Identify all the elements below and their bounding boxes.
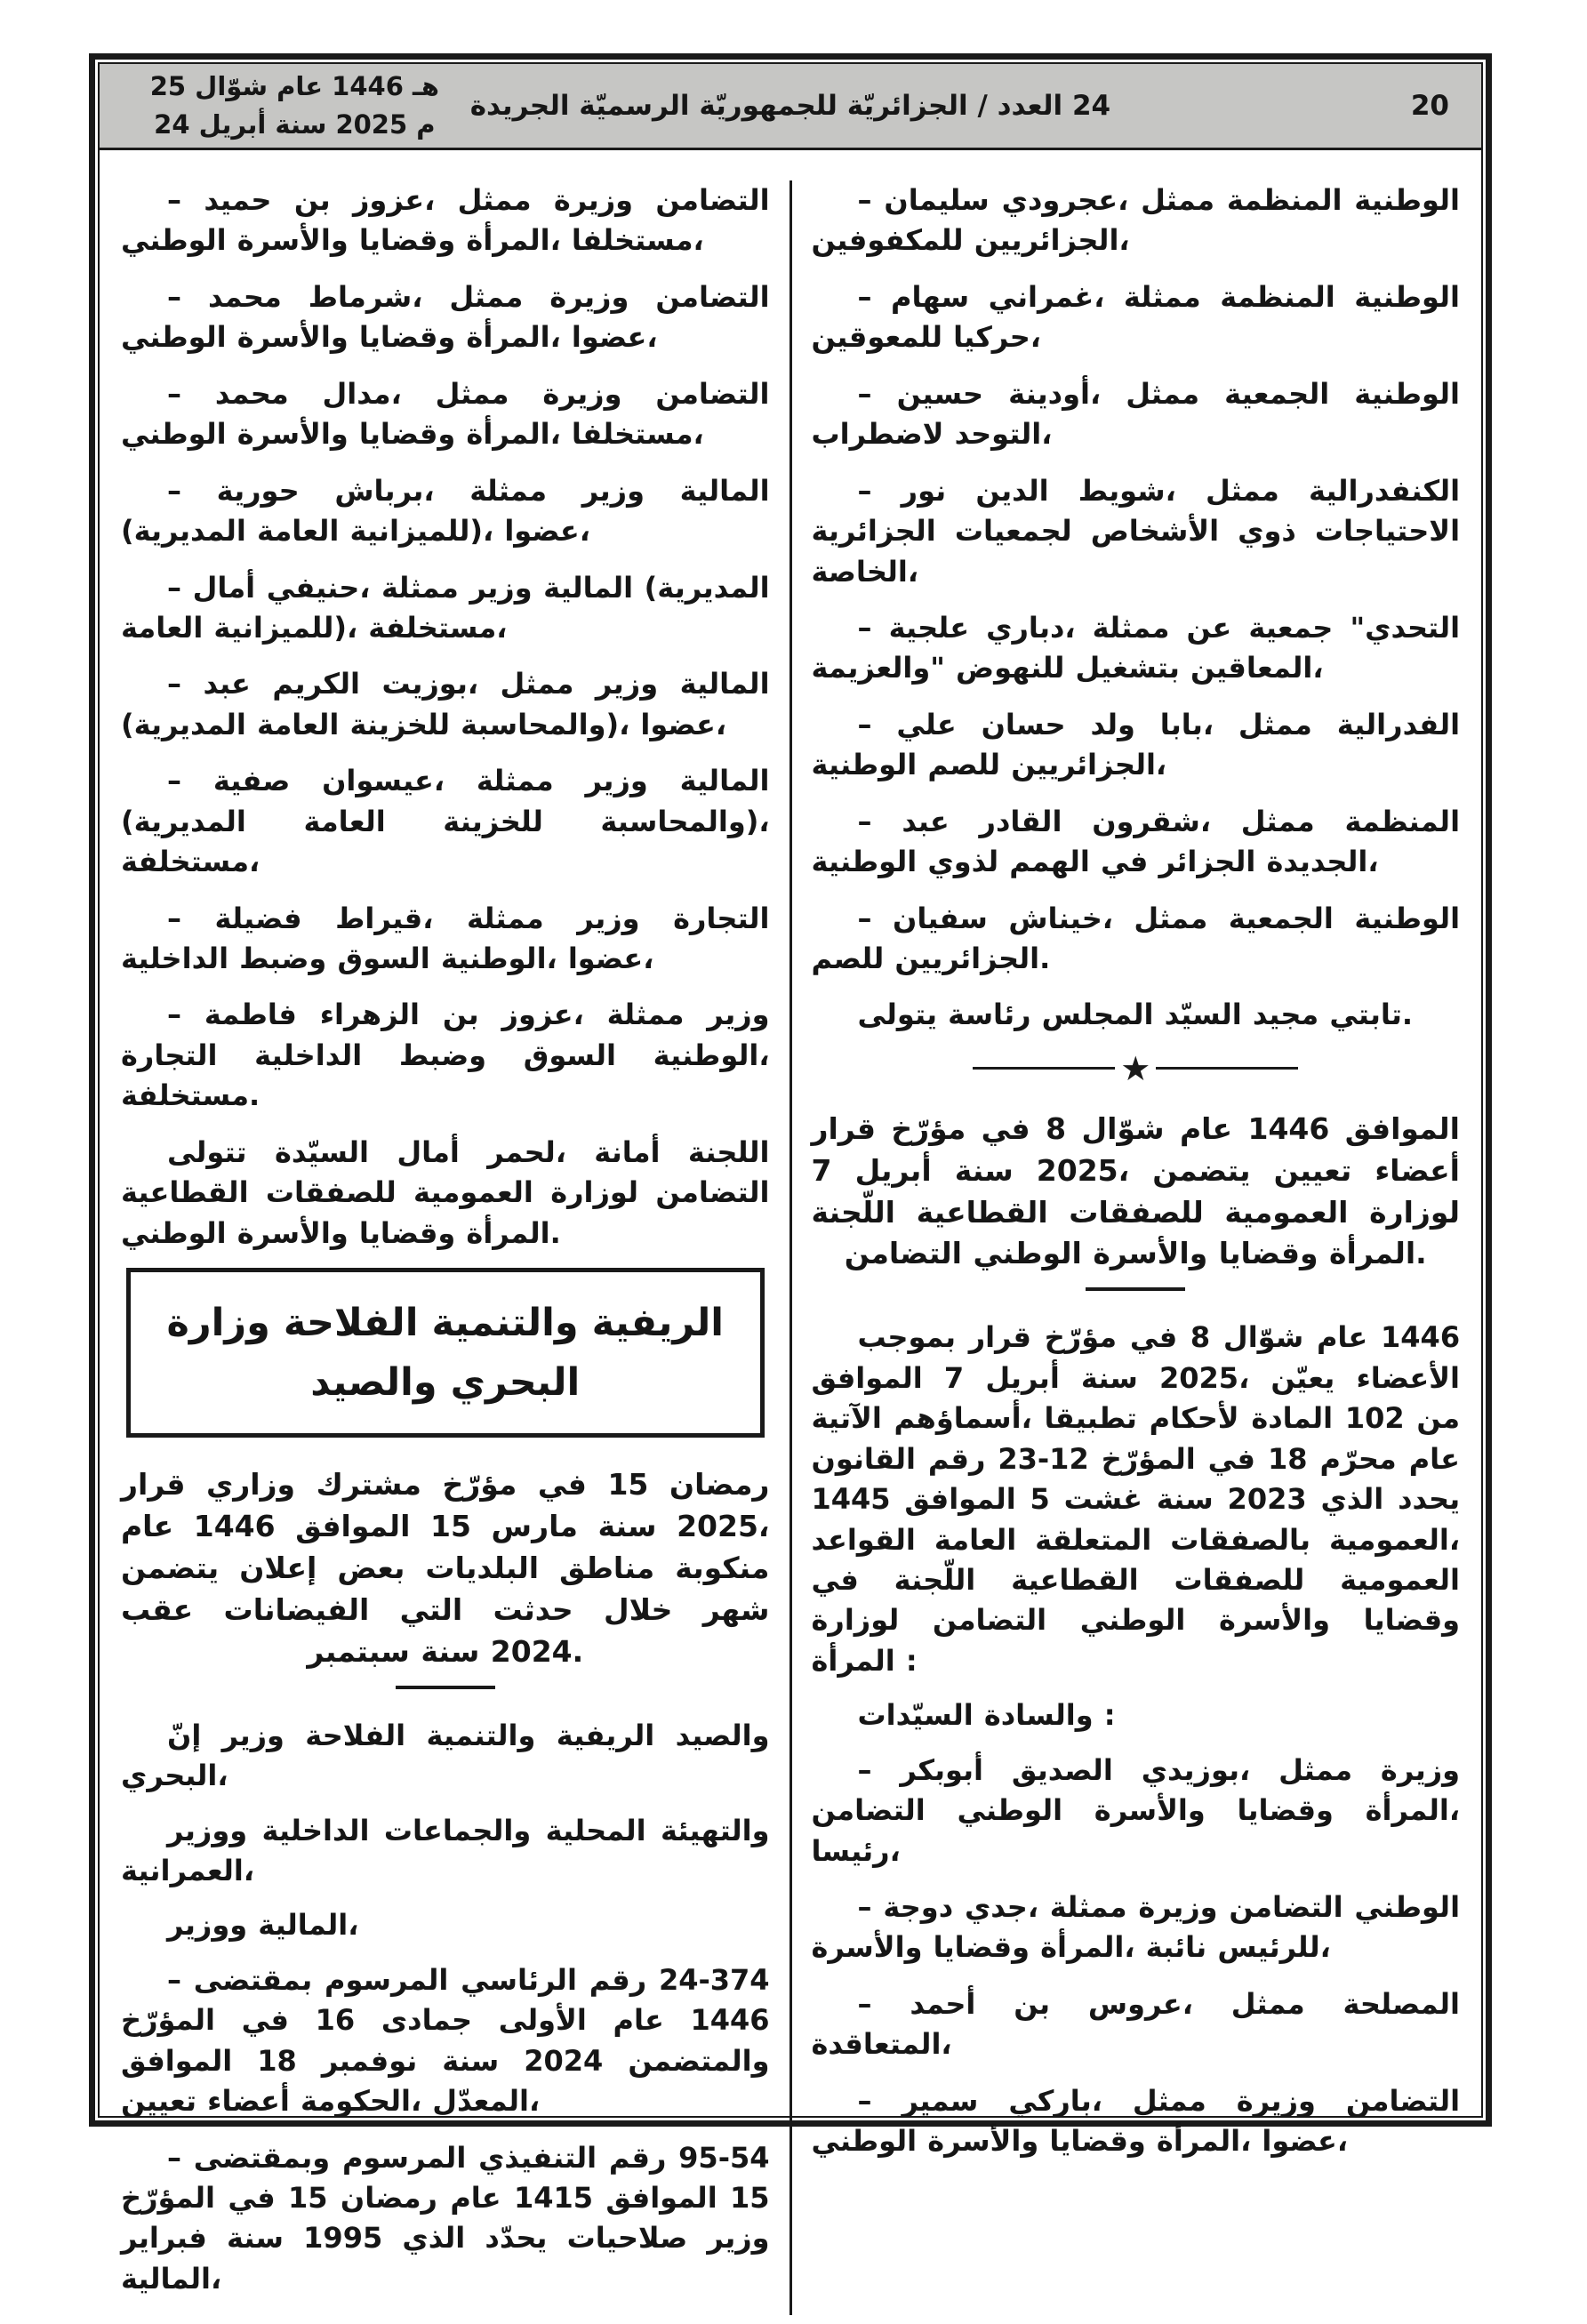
council-member-item: – عبد القادر شقرون، ممثل المنظمة الوطنية لذوي الهمم في الجزائر الجديدة، — [811, 804, 1461, 879]
column-left — [121, 180, 770, 2315]
committee-member-item: – حميد بن عزوز، ممثل وزيرة التضامن الوطني والأسرة وقضايا المرأة، مستخلفا، — [121, 183, 770, 258]
council-member-item: – حسين أودينة، ممثل الجمعية الوطنية لاضطراب التوحد، — [811, 376, 1461, 452]
date-gregorian: 24 أبريل سنة 2025 م — [154, 109, 436, 140]
ministry-title-line1: وزارة الفلاحة والتنمية الريفية — [166, 1301, 724, 1346]
committee-member-item: – سمير باركي، ممثل وزيرة التضامن الوطني والأسرة وقضايا المرأة، عضوا، — [811, 2083, 1461, 2159]
star-separator-icon: ★ — [1120, 1048, 1151, 1088]
page-frame — [89, 53, 1492, 2296]
column-divider — [789, 180, 792, 2315]
section-rule — [396, 1686, 495, 1689]
ministry-box — [126, 1268, 765, 1438]
committee-member-item: – عبد الكريم بوزيت، ممثل وزير المالية (المديرية العامة للخزينة والمحاسبة)، عضوا، — [121, 667, 770, 741]
committee-member-item: – دوجة جدي، ممثلة وزيرة التضامن الوطني والأسرة وقضايا المرأة، نائبة للرئيس، — [811, 1890, 1461, 1965]
secretary-note: تتولى السيّدة أمال لحمر، أمانة اللجنة القطاعية للصفقات العمومية لوزارة التضامن الوطني والأسرة وقضايا المرأة. — [121, 1134, 770, 1250]
preamble-line: إنّ وزير الفلاحة والتنمية الريفية والصيد البحري، — [121, 1718, 770, 1793]
council-member-item: – علي حسان ولد بابا، ممثل الفدرالية الوطنية للصم الجزائريين، — [811, 707, 1461, 782]
preamble-line: ووزير المالية، — [167, 1908, 359, 1943]
chair-note: يتولى رئاسة المجلس السيّد مجيد تابتي. — [857, 998, 1414, 1032]
joint-decree-title: قرار وزاري مشترك مؤرّخ في 15 رمضان عام 1446 الموافق 15 مارس سنة 2025، يتضمن إعلان بعض البلديات مناطق منكوبة عقب الفيضانات التي حدثت خلال شهر سبتمبر سنة 2024. — [121, 1467, 770, 1669]
gazette-title: الجريدة الرسميّة للجمهوريّة الجزائريّة / العدد 24 — [469, 90, 1111, 122]
committee-member-item: – محمد مدال، ممثل وزيرة التضامن الوطني والأسرة وقضايا المرأة، مستخلفا، — [121, 376, 770, 452]
council-member-item: – علجية دباري، ممثلة عن جمعية "التحدي والعزيمة" للنهوض بتشغيل المعاقين، — [811, 610, 1461, 685]
date-hijri: 25 شوّال عام 1446 هـ — [149, 70, 440, 101]
council-member-item: – نور الدين شويط، ممثل الكنفدرالية الجزائرية لجمعيات الأشخاص ذوي الاحتياجات الخاصة، — [811, 473, 1461, 589]
section-rule — [1086, 1287, 1185, 1291]
page-frame-inner — [98, 62, 1483, 2296]
members-heading: السيّدات والسادة : — [857, 1698, 1116, 1733]
council-member-item: – سهام غمراني، ممثلة المنظمة الوطنية للمعوقين حركيا، — [811, 279, 1460, 355]
committee-member-item: – أحمد بن عروس، ممثل المصلحة المتعاقدة، — [811, 1986, 1461, 2062]
ministry-title-line2: والصيد البحري — [310, 1359, 581, 1405]
page-number: 20 — [1410, 90, 1449, 122]
decree-title: قرار مؤرّخ في 8 شوّال عام 1446 الموافق 7 أبريل سنة 2025، يتضمن تعيين أعضاء اللّجنة القطاعية للصفقات العمومية لوزارة التضامن الوطني والأسرة وقضايا المرأة. — [811, 1110, 1460, 1271]
decree-intro: بموجب قرار مؤرّخ في 8 شوّال عام 1446 الموافق 7 أبريل سنة 2025، يعيّن الأعضاء الآتية أسماؤهم، تطبيقا لأحكام المادة 102 من القانون رقم 23-12 المؤرّخ في 18 محرّم عام 1445 الموافق 5 غشت سنة 2023 الذي يحدد القواعد العامة المتعلقة بالصفقات العمومية، في اللّجنة القطاعية للصفقات العمومية لوزارة التضامن الوطني والأسرة وقضايا المرأة : — [811, 1320, 1461, 1678]
committee-member-item: – فاطمة الزهراء بن عزوز، ممثلة وزير التجارة الداخلية وضبط السوق الوطنية، مستخلفة. — [121, 998, 770, 1113]
header-dates — [119, 68, 470, 145]
header-bar — [100, 64, 1481, 150]
committee-member-item: – حورية برباش، ممثلة وزير المالية (المديرية العامة للميزانية)، عضوا، — [121, 473, 770, 549]
committee-member-item: – فضيلة قيراط، ممثلة وزير التجارة الداخلية وضبط السوق الوطنية، عضوا، — [121, 901, 770, 975]
visa-item: – بمقتضى المرسوم الرئاسي رقم 24-374 المؤرّخ في 16 جمادى الأولى عام 1446 الموافق 18 نوفمبر سنة 2024 والمتضمن تعيين أعضاء الحكومة، المعدّل، — [121, 1962, 770, 2119]
separator-line — [1156, 1067, 1298, 1070]
star-separator — [812, 1048, 1461, 1088]
separator-line — [973, 1067, 1115, 1070]
council-member-item: – سليمان عجرودي، ممثل المنظمة الوطنية للمكفوفين الجزائريين، — [811, 183, 1461, 258]
preamble-line: ووزير الداخلية والجماعات المحلية والتهيئة العمرانية، — [121, 1813, 770, 1887]
content-columns — [100, 150, 1481, 2324]
committee-member-item: – أبوبكر الصديق بوزيدي، ممثل وزيرة التضامن الوطني والأسرة وقضايا المرأة، رئيسا، — [811, 1752, 1461, 1868]
column-right — [812, 180, 1461, 2315]
council-member-item: – سفيان خيناش، ممثل الجمعية الوطنية للصم الجزائريين. — [811, 901, 1461, 975]
visa-item: – وبمقتضى المرسوم التنفيذي رقم 95-54 المؤرّخ في 15 رمضان عام 1415 الموافق 15 فبراير سنة 1995 الذي يحدّد صلاحيات وزير المالية، — [121, 2140, 770, 2296]
committee-member-item: – محمد شرماط، ممثل وزيرة التضامن الوطني والأسرة وقضايا المرأة، عضوا، — [121, 279, 770, 355]
committee-member-item: – صفية عيسوان، ممثلة وزير المالية (المديرية العامة للخزينة والمحاسبة)، مستخلفة، — [121, 764, 770, 879]
committee-member-item: – أمال حنيفي، ممثلة وزير المالية (المديرية العامة للميزانية)، مستخلفة، — [121, 570, 770, 645]
